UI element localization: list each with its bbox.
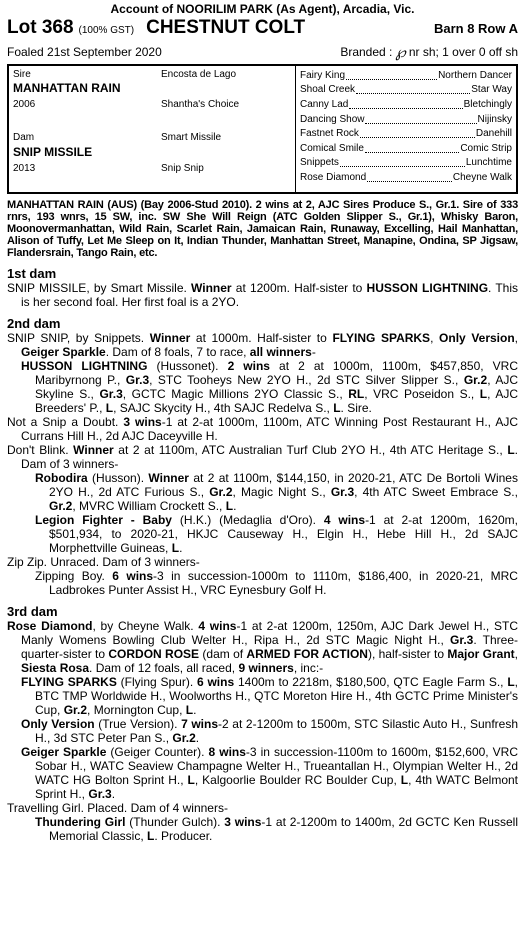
dam-name: SNIP MISSILE xyxy=(13,145,93,159)
dam-dam: Snip Snip xyxy=(161,163,204,174)
progeny-entry: Not a Snip a Doubt. 3 wins-1 at 2-at 1000m, 1100m, ATC Winning Post Restaurant H., AJC Currans Hill H., 2d AJC Daceyville H. xyxy=(7,415,518,443)
grandparent-row: Comical Smile Comic Strip xyxy=(300,142,512,154)
progeny-entry: HUSSON LIGHTNING (Hussonet). 2 wins at 2 at 1000m, 1100m, $457,850, VRC Maribyrnong P., Gr.3, STC Tooheys New 2YO H., 2d STC Silver Slipper S., Gr.2, AJC Skyline S., Gr.3, GCTC Magic Millions 2YO Classic S., RL, VRC Poseidon S., L, AJC Breeders' P., L, SAJC Skycity H., 4th SAJC Redelva S., L. Sire. xyxy=(21,359,519,415)
lot-number: Lot 368 xyxy=(7,17,74,38)
progeny-entry: Travelling Girl. Placed. Dam of 4 winners- xyxy=(7,801,228,815)
dam-sire: Smart Missile xyxy=(161,132,222,143)
branded-text: nr sh; 1 over 0 off sh xyxy=(408,45,518,59)
second-dam-heading: 2nd dam xyxy=(7,316,61,331)
third-dam-intro: Rose Diamond, by Cheyne Walk. 4 wins-1 at 2-at 1200m, 1250m, AJC Dark Jewel H., STC Manly Womens Bowling Club Welter H., Ripa H., 2d STC Magic Night H., Gr.3. Three-quarter-sister to CORDON ROSE (dam of ARMED FOR ACTION), half-sister to Major Grant, Siesta Rosa. Dam of 12 foals, all raced, 9 winners, inc:- xyxy=(7,619,519,675)
pedigree-box xyxy=(7,64,518,194)
sire-dam: Shantha's Choice xyxy=(161,99,240,110)
lot-line xyxy=(7,17,518,41)
first-dam-text: SNIP MISSILE, by Smart Missile. Winner at 1200m. Half-sister to HUSSON LIGHTNING. This is her second foal. Her first foal is a 2YO. xyxy=(7,281,519,309)
progeny-entry: Zipping Boy. 6 wins-3 in succession-1000m to 1110m, $186,400, in 2020-21, MRC Ladbrokes Punter Assist H., VRC Eynesbury Golf H. xyxy=(35,569,518,597)
foaled-date: Foaled 21st September 2020 xyxy=(7,45,162,59)
branded-label: Branded : xyxy=(340,45,393,59)
brand-mark-icon: ℘ xyxy=(395,43,406,61)
third-dam-heading: 3rd dam xyxy=(7,604,58,619)
grandparent-row: Fairy King Northern Dancer xyxy=(300,69,512,81)
progeny-entry: Geiger Sparkle (Geiger Counter). 8 wins-3 in succession-1100m to 1600m, $152,600, VRC Sobar H., WATC Seaview Champagne Welter H., Trueantallan H., Olympian Welter H., 2d WATC HG Bolton Sprint H., L, Kalgoorlie Boulder RC Boulder Cup, L, 4th WATC Belmont Sprint H., Gr.3. xyxy=(21,745,519,801)
sire-label: Sire xyxy=(13,69,31,80)
barn-location: Barn 8 Row A xyxy=(433,21,518,36)
progeny-entry: Thundering Girl (Thunder Gulch). 3 wins-1 at 2-1200m to 1400m, 2d GCTC Ken Russell Memorial Classic, L. Producer. xyxy=(35,815,518,843)
grandparent-row: Dancing Show Nijinsky xyxy=(300,113,512,125)
grandparent-row: Shoal Creek Star Way xyxy=(300,84,512,96)
progeny-entry: Only Version (True Version). 7 wins-2 at 2-1200m to 1500m, STC Silastic Auto H., Sunfresh H., 3d STC Peter Pan S., Gr.2. xyxy=(21,717,518,745)
progeny-entry: Robodira (Husson). Winner at 2 at 1100m, $144,150, in 2020-21, ATC De Bortoli Wines 2YO H., 2d ATC Furious S., Gr.2, Magic Night S., Gr.3, 4th ATC Sweet Embrace S., Gr.2, MVRC William Crockett S., L. xyxy=(35,471,518,513)
dam-year: 2013 xyxy=(13,163,36,174)
sire-year: 2006 xyxy=(13,99,36,110)
progeny-entry: Don't Blink. Winner at 2 at 1100m, ATC Australian Turf Club 2YO H., 4th ATC Heritage S., L. Dam of 3 winners- xyxy=(7,443,518,471)
progeny-entry: Legion Fighter - Baby (H.K.) (Medaglia d'Oro). 4 wins-1 at 2-at 1200m, 1620m, $501,934, to 2020-21, HKJC Causeway H., Elgin H., Hebe Hill H., 2d SAJC Morphettville Guineas, L. xyxy=(35,513,518,555)
pedigree-parents xyxy=(9,66,296,192)
sire-name: MANHATTAN RAIN xyxy=(13,81,121,95)
brand-info xyxy=(340,43,518,61)
pedigree-grandparents xyxy=(296,66,516,192)
grandparent-row: Canny Lad Bletchingly xyxy=(300,98,512,110)
foaling-line xyxy=(7,43,518,61)
grandparent-row: Fastnet Rock Danehill xyxy=(300,128,512,140)
grandparent-row: Snippets Lunchtime xyxy=(300,157,512,169)
grandparent-row: Rose Diamond Cheyne Walk xyxy=(300,171,512,183)
second-dam-intro: SNIP SNIP, by Snippets. Winner at 1000m. Half-sister to FLYING SPARKS, Only Version, Geiger Sparkle. Dam of 8 foals, 7 to race, all winners- xyxy=(7,331,519,359)
dam-label: Dam xyxy=(13,132,35,143)
first-dam-heading: 1st dam xyxy=(7,266,57,281)
vendor-account: Account of NOORILIM PARK (As Agent), Arcadia, Vic. xyxy=(110,2,415,16)
sire-sire: Encosta de Lago xyxy=(161,69,237,80)
progeny-entry: Zip Zip. Unraced. Dam of 3 winners- xyxy=(7,555,200,569)
horse-description: CHESTNUT COLT xyxy=(146,17,306,38)
gst-note: (100% GST) xyxy=(78,25,135,36)
progeny-entry: FLYING SPARKS (Flying Spur). 6 wins 1400m to 2218m, $180,500, QTC Eagle Farm S., L, BTC TMP Worldwide H., Woolworths H., QTC Moreton Hire H., 4th GCTC Prime Minister's Cup, Gr.2, Mornington Cup, L. xyxy=(21,675,518,717)
sire-description: MANHATTAN RAIN (AUS) (Bay 2006-Stud 2010). 2 wins at 2, AJC Sires Produce S., Gr.1. Sire of 333 rnrs, 193 wnrs, 15 SW, inc. SW She Will Reign (ATC Golden Slipper S., Gr.1), Whisky Baron, Moonovermanhattan, Wild Rain, Scarlet Rain, Jamaican Rain, Runaway, Excelling, Hail Manhattan, Alison of Tuffy, Let Me Sleep on It, Indian Thunder, Manhattan Street, Manapine, Ondina, SP Jigsaw, Flandersrain, Tango Rain, etc. xyxy=(7,199,518,259)
